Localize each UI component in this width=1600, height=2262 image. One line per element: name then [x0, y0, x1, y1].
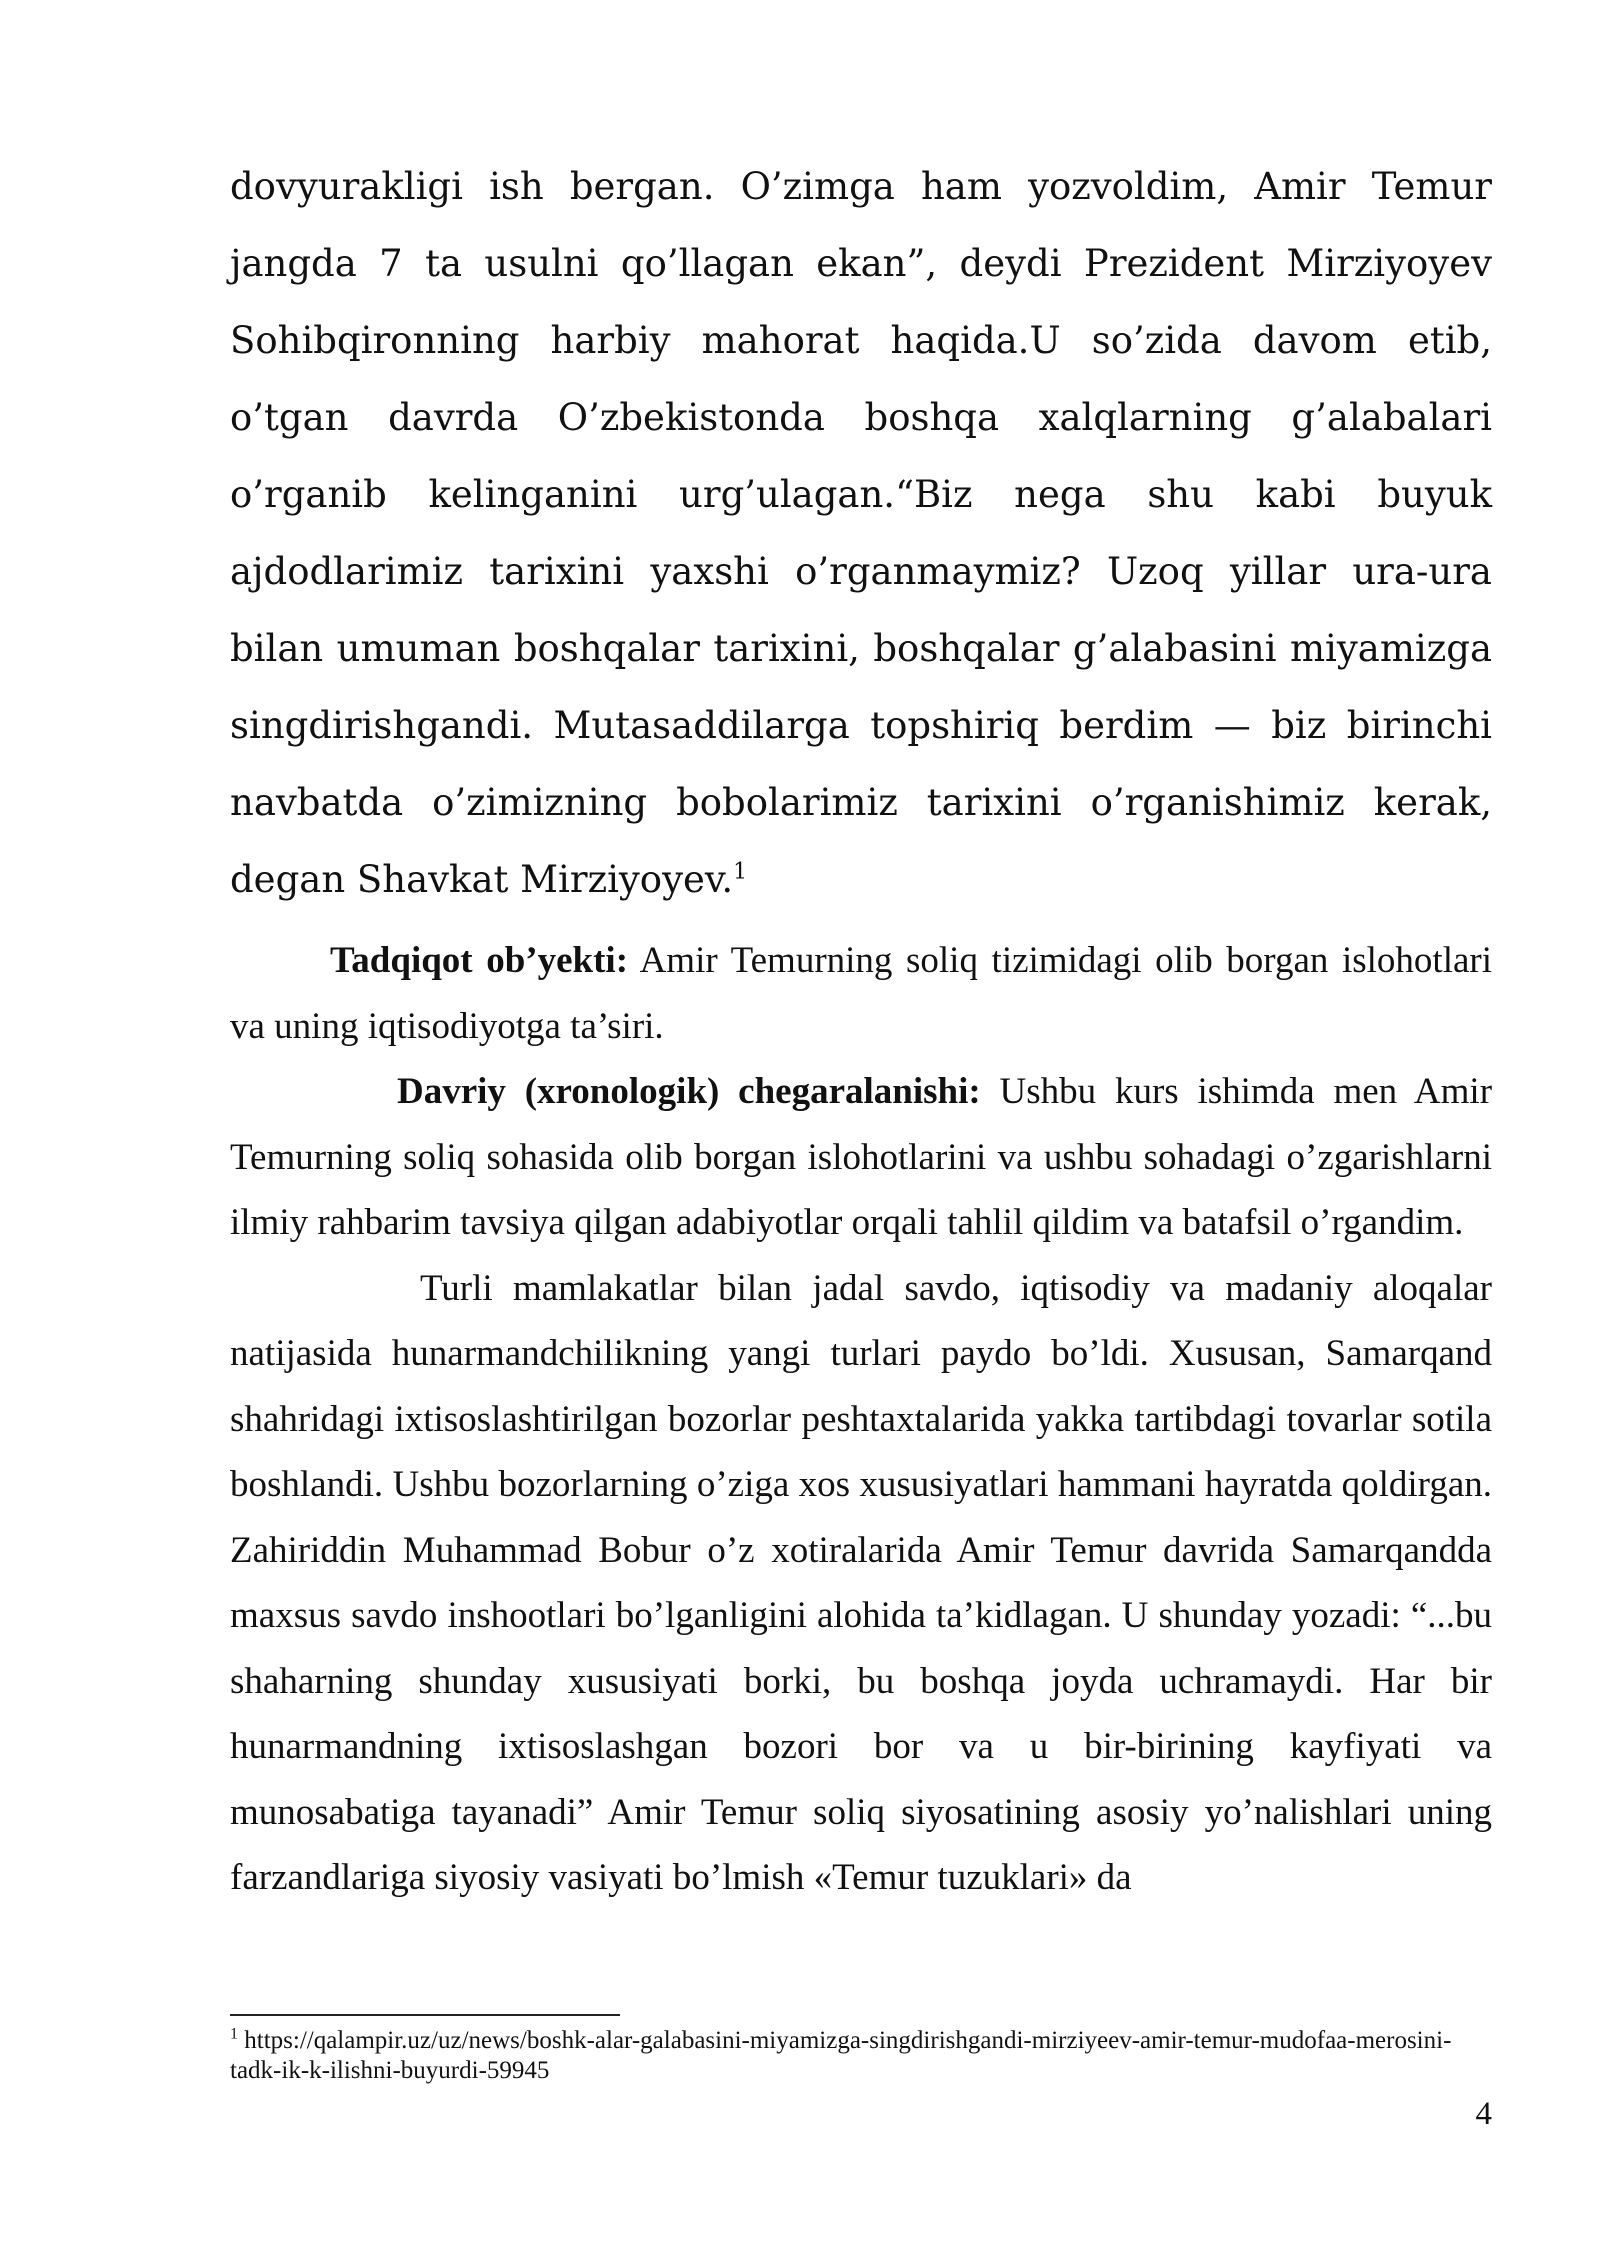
footnote-url[interactable]: https://qalampir.uz/uz/news/boshk-alar-galabasini-miyamizga-singdirishgandi-mirziyeev-amir-temur-mudofaa-merosini-tadk-ik-k-ilishni-buyurdi-59945: [230, 2027, 1452, 2084]
footnote-number: 1: [230, 2025, 238, 2043]
paragraph-trade: Turli mamlakatlar bilan jadal savdo, iqtisodiy va madaniy aloqalar natijasida hunarmandchilikning yangi turlari paydo bo’ldi. Xususan, Samarqand shahridagi ixtisoslashtirilgan bozorlar peshtaxtalarida yakka tartibdagi tovarlar sotila boshlandi. Ushbu bozorlarning o’ziga xos xususiyatlari hammani hayratda qoldirgan. Zahiriddin Muhammad Bobur o’z xotiralarida Amir Temur davrida Samarqandda maxsus savdo inshootlari bo’lganligini alohida ta’kidlagan. U shunday yozadi: “...bu shaharning shunday xususiyati borki, bu boshqa joyda uchramaydi. Har bir hunarmandning ixtisoslashgan bozori bor va u bir-birining kayfiyati va munosabatiga tayanadi” Amir Temur soliq siyosatining asosiy yo’nalishlari uning farzandlariga siyosiy vasiyati bo’lmish «Temur tuzuklari» da: [230, 1267, 1492, 1898]
paragraph-quote-text: dovyurakligi ish bergan. O’zimga ham yozvoldim, Amir Temur jangda 7 ta usulni qo’llagan ekan”, deydi Prezident Mirziyoyev Sohibqironning harbiy mahorat haqida.U so’zida davom etib, o’tgan davrda O’zbekistonda boshqa xalqlarning g’alabalari o’rganib kelinganini urg’ulagan.“Biz nega shu kabi buyuk ajdodlarimiz tarixini yaxshi o’rganmaymiz? Uzoq yillar ura-ura bilan umuman boshqalar tarixini, boshqalar g’alabasini miyamizga singdirishgandi. Mutasaddilarga topshiriq berdim — biz birinchi navbatda o’zimizning bobolarimiz tarixini o’rganishimiz kerak, degan Shavkat Mirziyoyev.: [230, 165, 1492, 901]
page-body: [230, 148, 1492, 1911]
paragraph-quote: [230, 148, 1492, 918]
research-object-label: Tadqiqot ob’yekti:: [330, 940, 629, 981]
paragraph-research-object: [230, 928, 1492, 1059]
chronology-label: Davriy (xronologik) chegaralanishi:: [397, 1071, 981, 1112]
paragraph-chronology: [230, 1059, 1492, 1256]
page-number: 4: [1475, 2096, 1492, 2132]
footnote: [230, 2026, 1492, 2086]
footnote-separator: [230, 2014, 620, 2016]
chronology-text: Ushbu kurs ishimda men Amir Temurning soliq sohasida olib borgan islohotlarini va ushbu sohadagi o’zgarishlarni ilmiy rahbarim tavsiya qilgan adabiyotlar orqali tahlil qildim va batafsil o’rgandim.: [230, 1071, 1493, 1243]
research-object-text: Amir Temurning soliq tizimidagi olib borgan islohotlari va uning iqtisodiyotga ta’siri.: [230, 940, 1493, 1047]
footnote-reference[interactable]: 1: [733, 859, 748, 885]
